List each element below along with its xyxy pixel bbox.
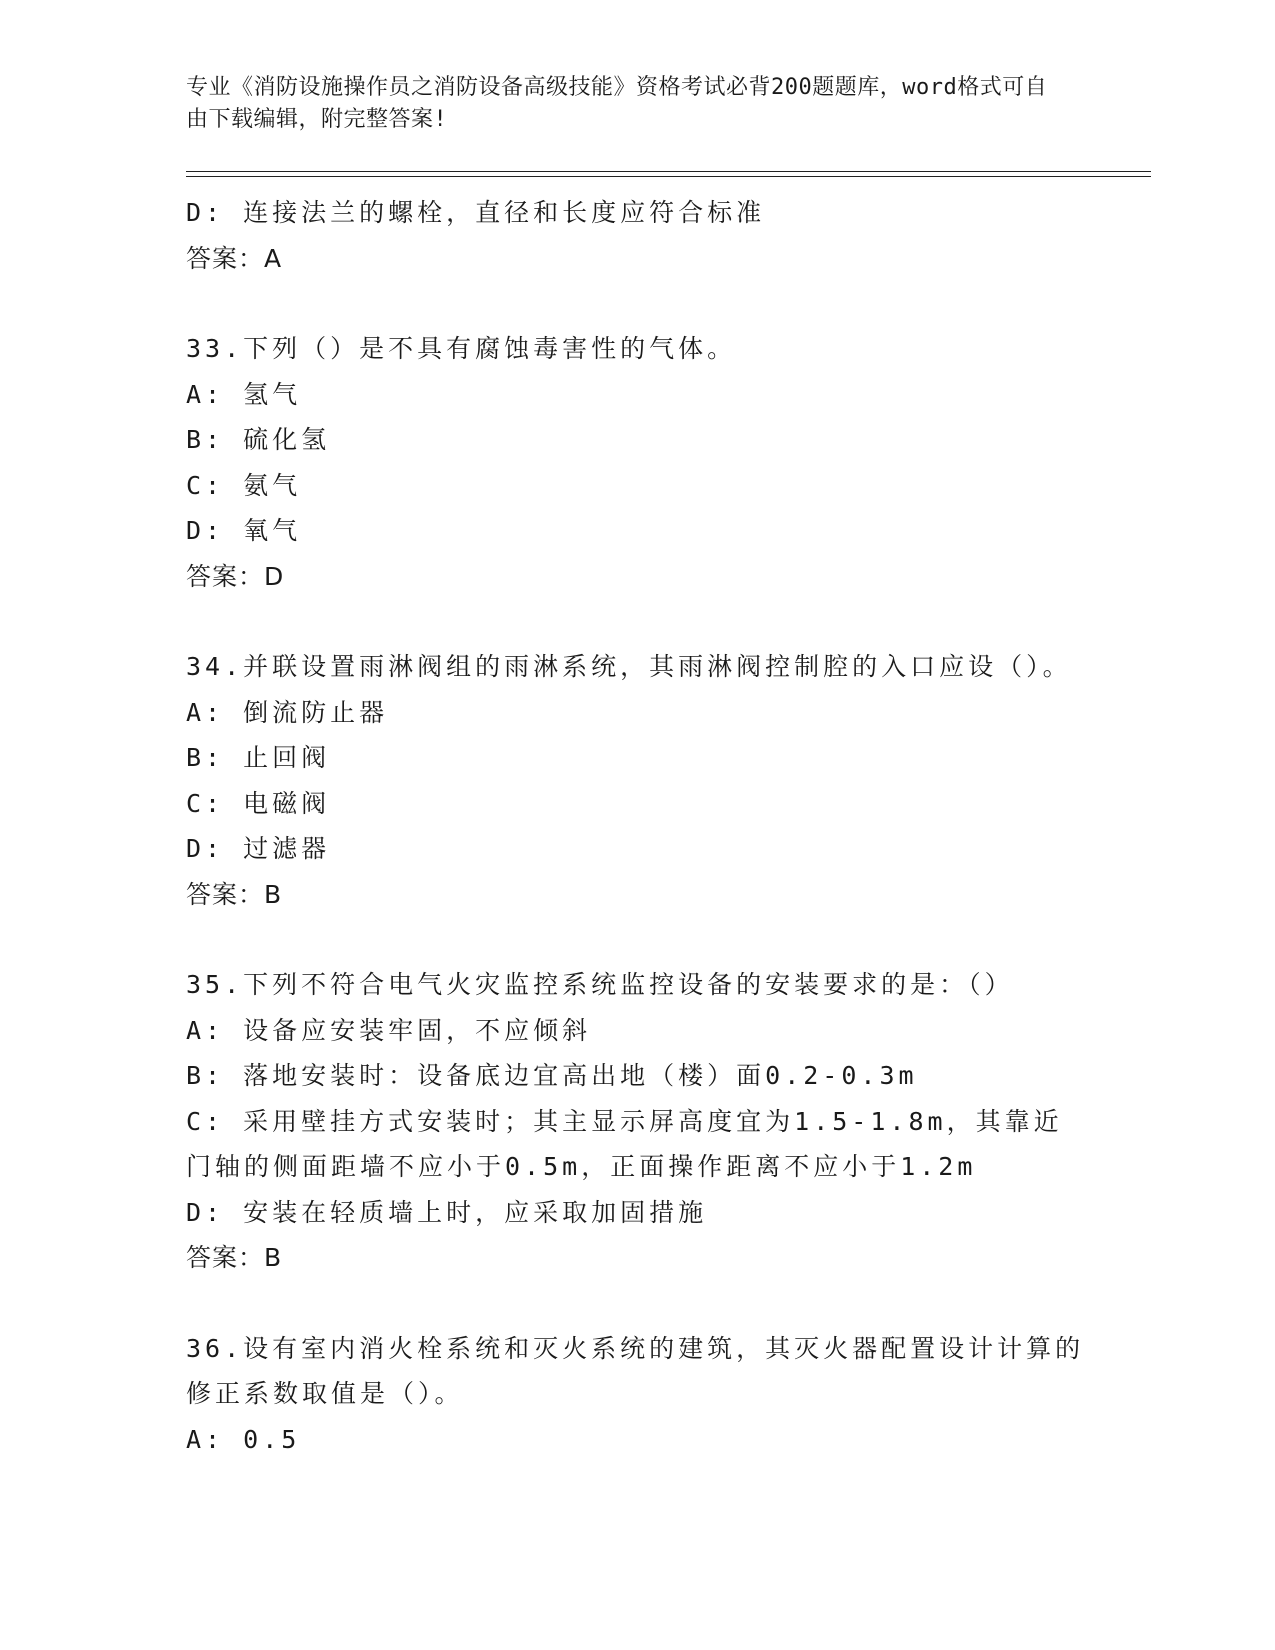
answer: 答案：D: [186, 561, 285, 591]
answer: 答案：B: [186, 879, 283, 909]
option-b: B: 止回阀: [186, 743, 331, 772]
prev-answer: 答案：A: [186, 243, 283, 273]
question-36: [186, 1326, 1086, 1463]
option-c: C: 氨气: [186, 470, 302, 500]
page-header: 专业《消防设施操作员之消防设备高级技能》资格考试必背200题题库，word格式可自由下载编辑，附完整答案!: [186, 75, 1048, 132]
option-c: C: 采用壁挂方式安装时；其主显示屏高度宜为1.5-1.8m，其靠近门轴的侧面距墙不应小于0.5m，正面操作距离不应小于1.2m: [186, 1106, 1063, 1181]
option-b: B: 落地安装时：设备底边宜高出地（楼）面0.2-0.3m: [186, 1061, 918, 1090]
option-a: A: 0.5: [186, 1424, 301, 1454]
option-d: D: 氧气: [186, 516, 302, 545]
option-a: A: 设备应安装牢固，不应倾斜: [186, 1015, 592, 1045]
option-c: C: 电磁阀: [186, 788, 331, 818]
question-33: [186, 326, 1086, 599]
option-d: D: 安装在轻质墙上时，应采取加固措施: [186, 1197, 708, 1227]
question-34: [186, 644, 1086, 917]
question-stem: 35.下列不符合电气火灾监控系统监控设备的安装要求的是：（）: [186, 970, 1014, 999]
question-stem: 34.并联设置雨淋阀组的雨淋系统，其雨淋阀控制腔的入口应设（）。: [186, 652, 1072, 681]
option-d: D: 过滤器: [186, 834, 331, 863]
question-stem: 36.设有室内消火栓系统和灭火系统的建筑，其灭火器配置设计计算的修正系数取值是（）。: [186, 1333, 1085, 1408]
answer: 答案：B: [186, 1243, 283, 1272]
header-rule-bottom: [186, 176, 1151, 177]
question-stem: 33.下列（）是不具有腐蚀毒害性的气体。: [186, 334, 737, 363]
prev-option-d: D: 连接法兰的螺栓，直径和长度应符合标准: [186, 198, 766, 227]
document-body: [186, 190, 1086, 1462]
option-a: A: 氢气: [186, 379, 302, 409]
option-a: A: 倒流防止器: [186, 697, 389, 727]
header-rule-top: [186, 171, 1151, 172]
option-b: B: 硫化氢: [186, 425, 331, 454]
question-35: [186, 962, 1086, 1281]
